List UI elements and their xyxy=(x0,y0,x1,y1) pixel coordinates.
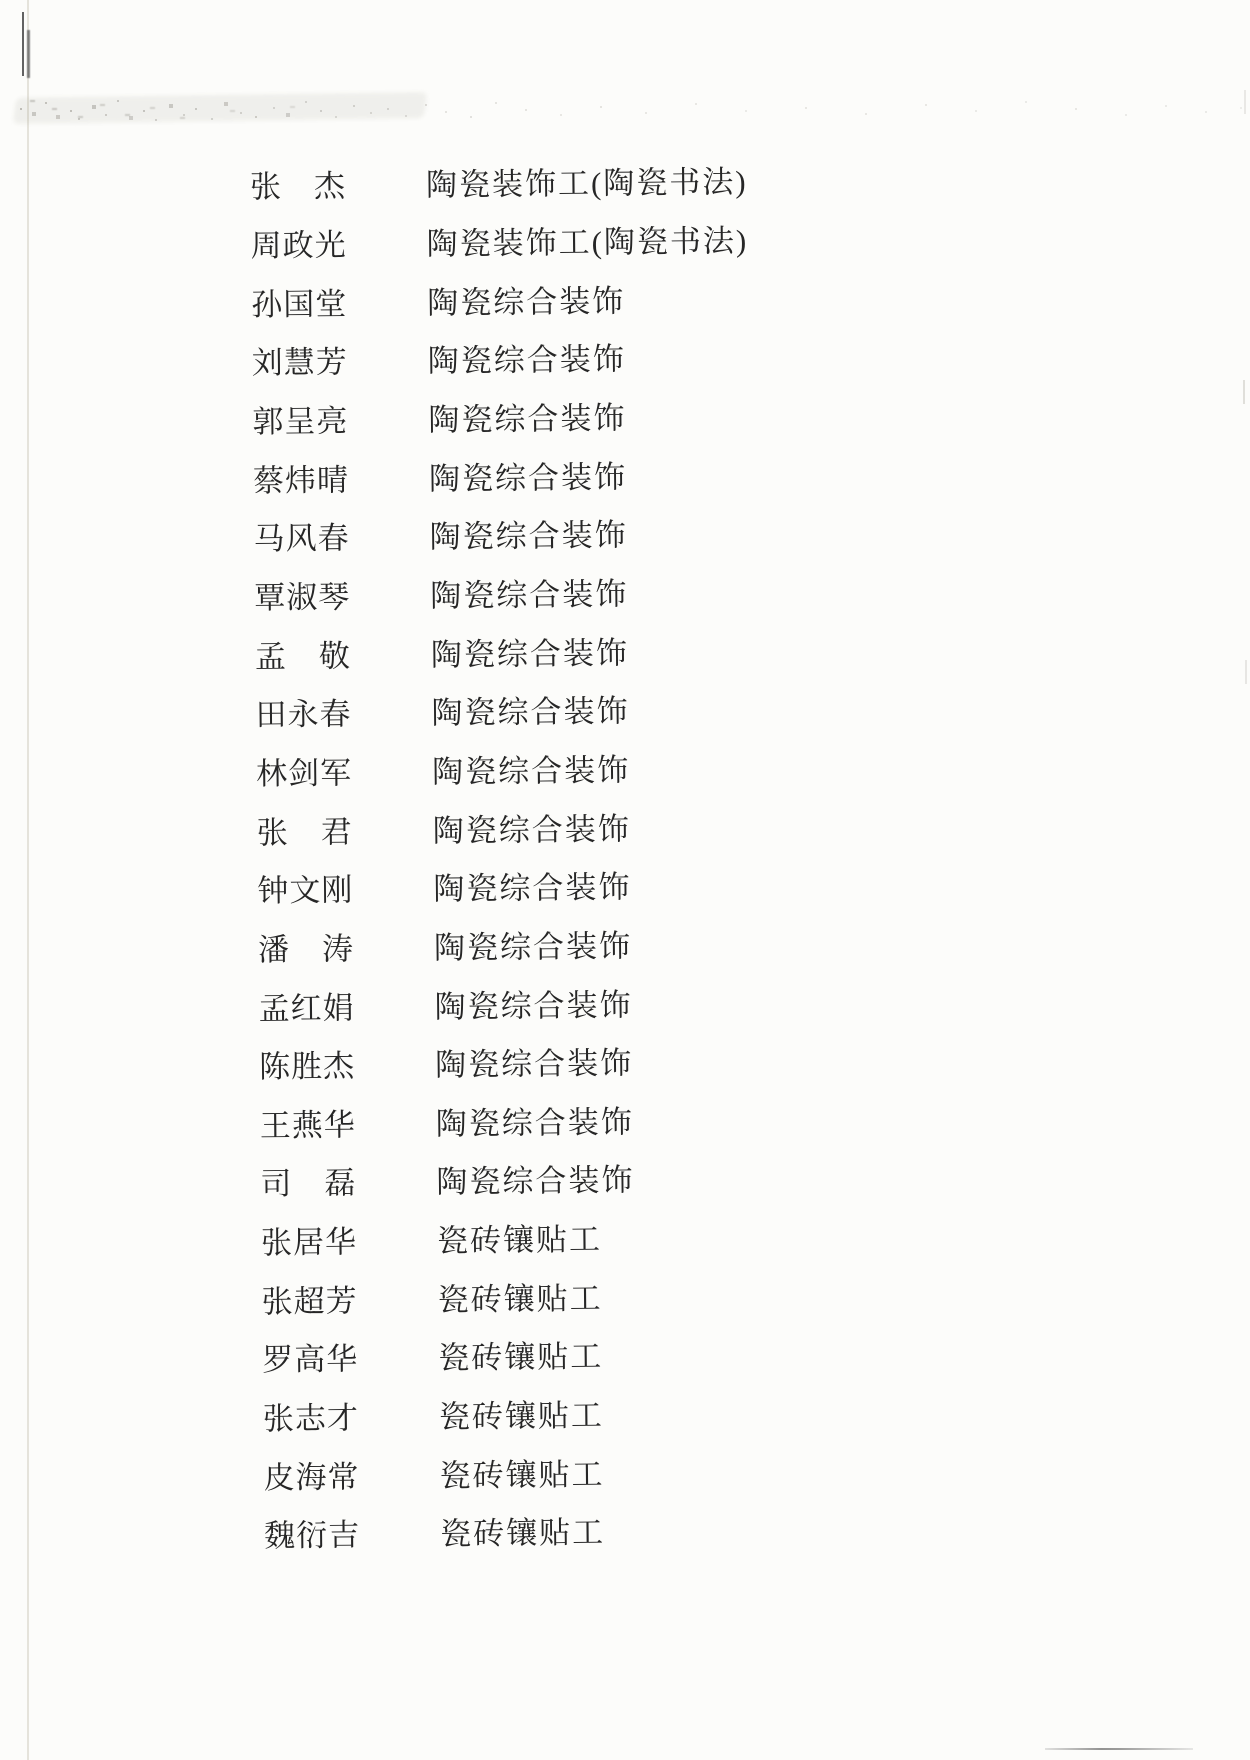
roster-list xyxy=(0,144,1250,1565)
scan-artifact-bottom-line xyxy=(1045,1748,1193,1750)
occupation-title: 陶瓷综合装饰 xyxy=(432,810,631,849)
person-name: 罗高华 xyxy=(262,1341,359,1378)
occupation-title: 陶瓷装饰工(陶瓷书法) xyxy=(425,164,748,203)
person-name: 王燕华 xyxy=(259,1107,356,1144)
occupation-title: 瓷砖镶贴工 xyxy=(439,1456,605,1494)
person-name: 潘 涛 xyxy=(257,931,355,968)
occupation-title: 陶瓷综合装饰 xyxy=(427,283,626,321)
person-name: 林剑军 xyxy=(255,755,353,792)
occupation-title: 瓷砖镶贴工 xyxy=(438,1397,605,1435)
person-name: 刘慧芳 xyxy=(251,344,349,381)
person-name: 孟红娟 xyxy=(258,989,355,1026)
person-name: 郭呈亮 xyxy=(252,403,349,440)
occupation-title: 瓷砖镶贴工 xyxy=(438,1339,604,1376)
person-name: 魏衍吉 xyxy=(263,1517,361,1554)
occupation-title: 陶瓷综合装饰 xyxy=(435,1104,634,1142)
occupation-title: 陶瓷综合装饰 xyxy=(430,635,630,673)
person-name: 皮海常 xyxy=(263,1459,360,1496)
person-name: 孙国堂 xyxy=(251,286,348,323)
person-name: 马风春 xyxy=(253,520,350,557)
scan-artifact-bleedthrough xyxy=(30,100,35,102)
person-name: 张志才 xyxy=(262,1400,360,1437)
occupation-title: 陶瓷综合装饰 xyxy=(436,1162,635,1200)
occupation-title: 陶瓷综合装饰 xyxy=(428,400,627,438)
occupation-title: 瓷砖镶贴工 xyxy=(437,1280,603,1318)
occupation-title: 陶瓷综合装饰 xyxy=(435,1045,634,1083)
person-name: 司 磊 xyxy=(260,1165,357,1202)
person-name: 张 杰 xyxy=(249,168,347,205)
person-name: 周政光 xyxy=(250,227,347,264)
occupation-title: 陶瓷综合装饰 xyxy=(430,576,629,614)
occupation-title: 陶瓷装饰工(陶瓷书法) xyxy=(426,223,749,262)
occupation-title: 陶瓷综合装饰 xyxy=(427,341,626,379)
occupation-title: 瓷砖镶贴工 xyxy=(439,1515,606,1552)
scan-artifact-smudge xyxy=(13,92,427,124)
person-name: 覃淑琴 xyxy=(254,579,351,616)
occupation-title: 陶瓷综合装饰 xyxy=(431,752,631,790)
occupation-title: 陶瓷综合装饰 xyxy=(433,928,633,966)
occupation-title: 陶瓷综合装饰 xyxy=(428,459,628,497)
occupation-title: 陶瓷综合装饰 xyxy=(429,517,628,555)
occupation-title: 陶瓷综合装饰 xyxy=(431,693,630,731)
person-name: 钟文刚 xyxy=(257,872,354,909)
scan-artifact-speckles xyxy=(15,88,17,90)
person-name: 蔡炜晴 xyxy=(252,461,350,498)
person-name: 张超芳 xyxy=(261,1283,358,1320)
scan-artifact-pen-mark xyxy=(27,30,30,78)
person-name: 孟 敬 xyxy=(254,637,352,674)
person-name: 陈胜杰 xyxy=(259,1048,356,1085)
person-name: 张 君 xyxy=(256,813,353,850)
occupation-title: 陶瓷综合装饰 xyxy=(433,869,632,907)
table-row xyxy=(7,1494,1250,1566)
person-name: 田永春 xyxy=(255,696,352,733)
occupation-title: 陶瓷综合装饰 xyxy=(434,986,633,1025)
person-name: 张居华 xyxy=(260,1224,358,1261)
scan-artifact-pen-mark xyxy=(22,12,24,76)
occupation-title: 瓷砖镶贴工 xyxy=(436,1221,603,1259)
